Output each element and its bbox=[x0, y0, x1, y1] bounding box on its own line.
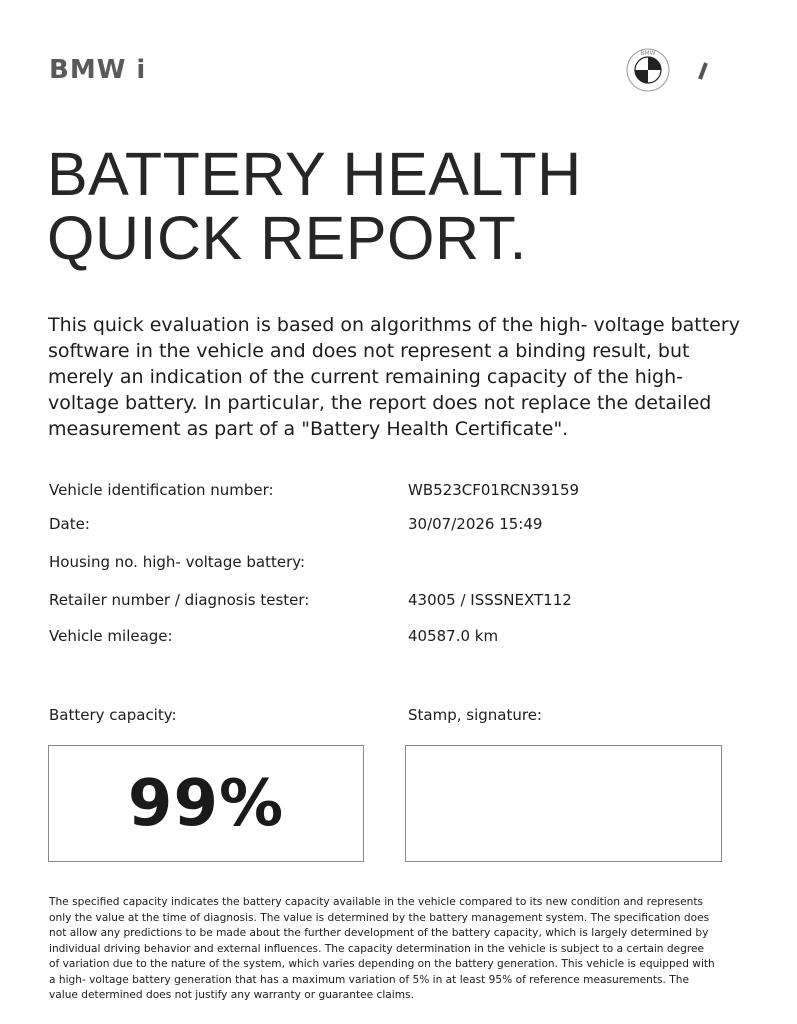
mileage-value: 40587.0 km bbox=[408, 627, 499, 645]
vin-label: Vehicle identification number: bbox=[49, 481, 274, 499]
bmw-logo bbox=[624, 46, 714, 96]
capacity-label: Battery capacity: bbox=[49, 706, 177, 724]
intro-paragraph: This quick evaluation is based on algorithms of the high- voltage battery software in the vehicle and does not represent a binding result, but merely an indication of the current remaining capacity of the high- voltage battery. In particular, the report does not replace the detailed measurement as part of a "Battery Health Certificate". bbox=[48, 314, 740, 440]
title-line-2: QUICK REPORT. bbox=[47, 204, 527, 272]
logo-letters: BMW bbox=[640, 50, 656, 57]
title-line-1: BATTERY HEALTH bbox=[47, 140, 582, 208]
bmw-roundel-icon bbox=[624, 46, 714, 96]
stamp-label: Stamp, signature: bbox=[408, 706, 542, 724]
housing-label: Housing no. high- voltage battery: bbox=[49, 553, 306, 571]
capacity-value: 99% bbox=[127, 766, 285, 841]
mileage-label: Vehicle mileage: bbox=[49, 627, 173, 645]
capacity-box bbox=[48, 745, 364, 862]
brand-name: BMW i bbox=[49, 55, 147, 85]
date-value: 30/07/2026 15:49 bbox=[408, 515, 543, 533]
retailer-value: 43005 / ISSSNEXT112 bbox=[408, 591, 572, 609]
footnote-disclaimer: The specified capacity indicates the battery capacity available in the vehicle compared to its new condition and represents only the value at the time of diagnosis. The value is determined by the battery management system. The specification does not allow any predictions to be made about the further development of the battery capacity, which is largely determined by individual driving behavior and external influences. The capacity determination in the vehicle is subject to a certain degree of variation due to the nature of the system, which varies depending on the battery generation. This vehicle is equipped with a high- voltage battery generation that has a maximum variation of 5% in at least 95% of reference measurements. The value determined does not justify any warranty or guarantee claims. bbox=[49, 896, 715, 1001]
vin-value: WB523CF01RCN39159 bbox=[408, 481, 580, 499]
stamp-signature-box bbox=[405, 745, 722, 862]
report-title bbox=[47, 142, 582, 270]
date-label: Date: bbox=[49, 515, 90, 533]
retailer-label: Retailer number / diagnosis tester: bbox=[49, 591, 310, 609]
